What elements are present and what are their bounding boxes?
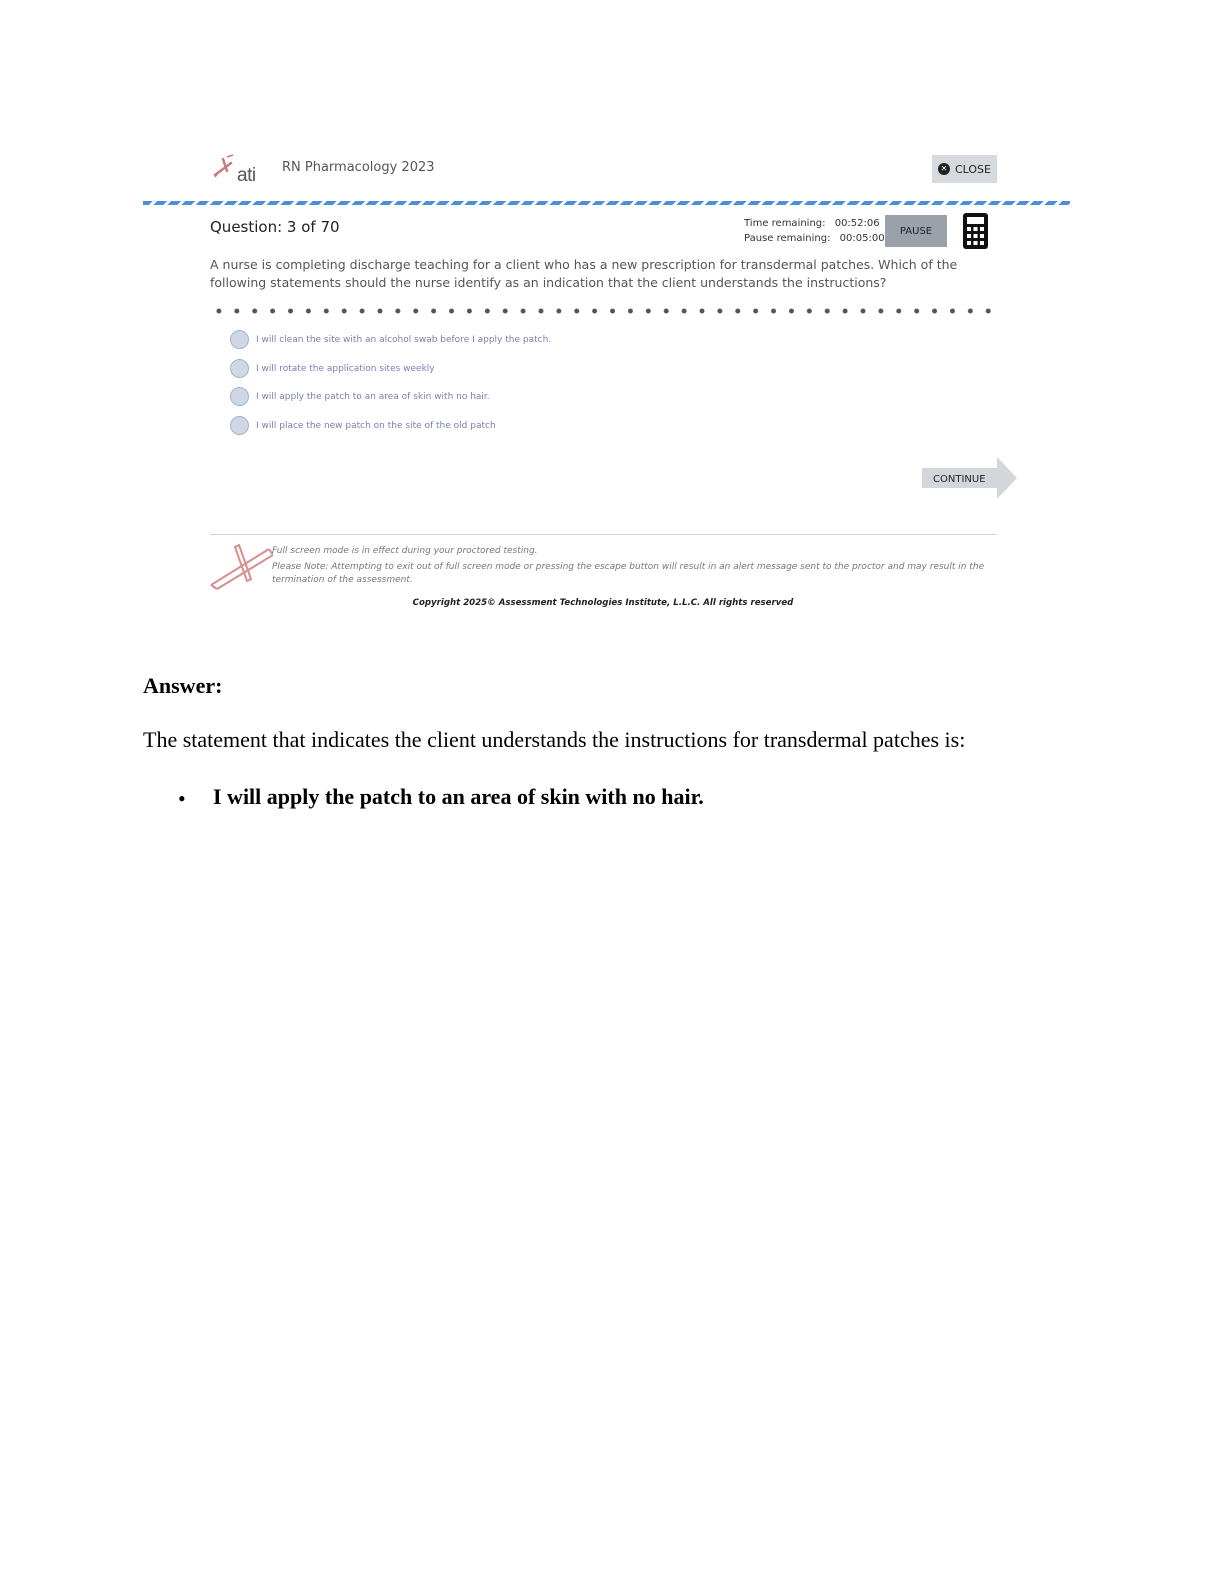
radio-button[interactable] — [230, 416, 249, 435]
logo-text: ati — [237, 165, 256, 186]
pause-remaining-label: Pause remaining: — [744, 233, 831, 244]
option-label: I will rotate the application sites weekly — [256, 363, 435, 374]
exam-title: RN Pharmacology 2023 — [282, 160, 435, 175]
close-label: CLOSE — [954, 162, 991, 176]
ati-logo — [213, 153, 265, 186]
calculator-icon[interactable] — [963, 213, 988, 249]
dotted-divider — [210, 308, 998, 314]
exam-screenshot — [143, 143, 1070, 643]
pause-remaining-value: 00:05:00 — [839, 233, 885, 244]
radio-button[interactable] — [230, 387, 249, 406]
time-remaining-value: 00:52:06 — [834, 218, 880, 229]
option-2[interactable] — [230, 357, 650, 386]
option-4[interactable] — [230, 414, 650, 443]
answer-intro: The statement that indicates the client understands the instructions for transdermal patches is: — [143, 727, 966, 752]
option-label: I will place the new patch on the site of the old patch — [256, 420, 496, 431]
radio-button[interactable] — [230, 359, 249, 378]
bullet-icon: • — [178, 786, 186, 811]
close-icon: ✕ — [938, 163, 950, 175]
option-1[interactable] — [230, 328, 650, 357]
answer-options — [230, 328, 650, 442]
pause-button[interactable]: PAUSE — [885, 215, 947, 247]
copyright: Copyright 2025© Assessment Technologies Institute, L.L.C. All rights reserved — [412, 598, 794, 608]
time-remaining-label: Time remaining: — [744, 218, 826, 229]
option-3[interactable] — [230, 385, 650, 414]
continue-button[interactable] — [922, 457, 1017, 499]
fullscreen-warning: Please Note: Attempting to exit out of full screen mode or pressing the escape button will result in an alert message sent to the proctor and may result in the termination of the assessment. — [272, 562, 985, 585]
header-divider — [143, 201, 1070, 205]
fullscreen-note: Full screen mode is in effect during your proctored testing. — [272, 546, 538, 556]
answer-heading: Answer: — [143, 673, 223, 698]
ati-watermark-icon — [209, 543, 273, 591]
continue-label: CONTINUE — [933, 474, 986, 485]
footer-divider — [210, 534, 997, 535]
question-text: A nurse is completing discharge teaching for a client who has a new prescription for transdermal patches. Which of the following statements should the nurse identify as an indication that the client understands the instructions? — [210, 257, 958, 290]
question-number: Question: 3 of 70 — [210, 218, 340, 236]
close-button[interactable] — [932, 155, 997, 183]
radio-button[interactable] — [230, 330, 249, 349]
option-label: I will apply the patch to an area of skin with no hair. — [256, 392, 490, 402]
answer-item: I will apply the patch to an area of skin with no hair. — [213, 784, 704, 809]
option-label: I will clean the site with an alcohol swab before I apply the patch. — [256, 335, 552, 345]
timers — [744, 216, 885, 246]
